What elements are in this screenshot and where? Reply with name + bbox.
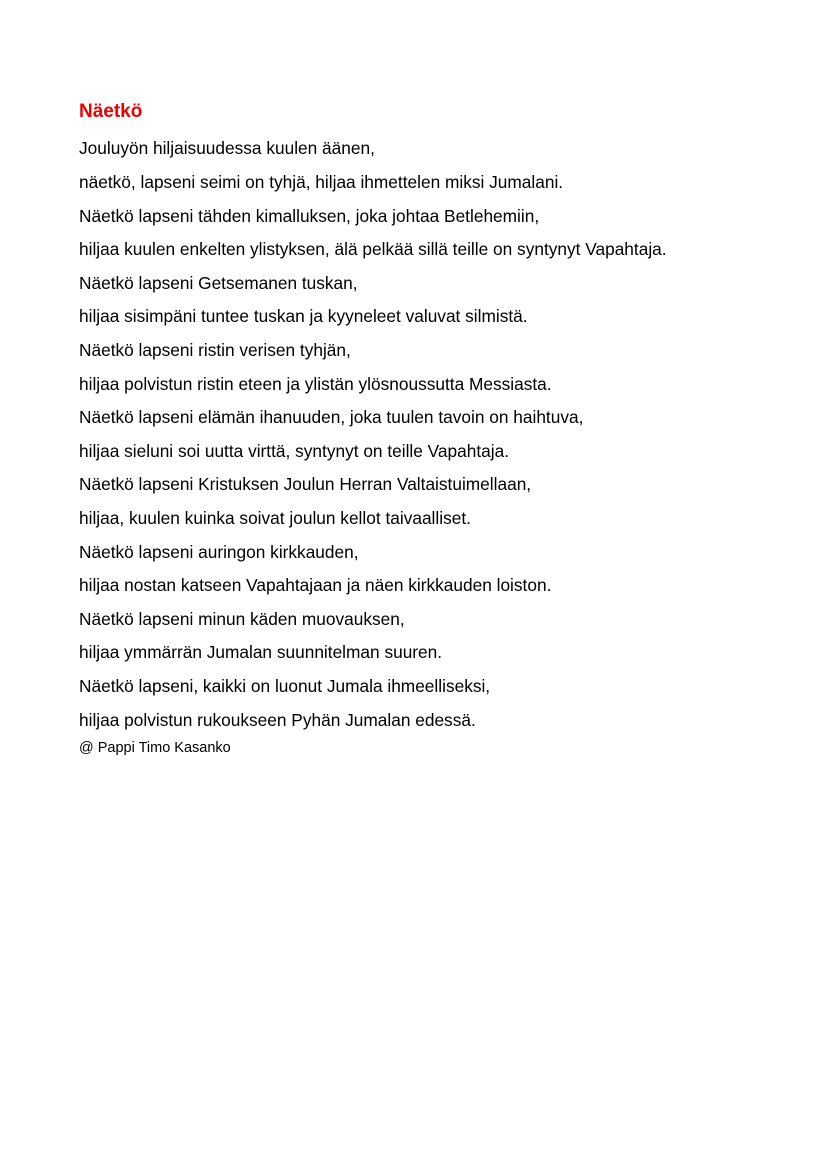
poem-title: Näetkö xyxy=(79,101,143,122)
poem-line: Näetkö lapseni minun käden muovauksen, xyxy=(79,608,405,629)
poem-line: hiljaa nostan katseen Vapahtajaan ja näen kirkkauden loiston. xyxy=(79,575,552,596)
poem-line: hiljaa polvistun rukoukseen Pyhän Jumalan edessä. xyxy=(79,709,476,730)
poem-line: hiljaa, kuulen kuinka soivat joulun kellot taivaalliset. xyxy=(79,507,471,528)
poem-line: Näetkö lapseni elämän ihanuuden, joka tuulen tavoin on haihtuva, xyxy=(79,407,584,428)
poem-line: näetkö, lapseni seimi on tyhjä, hiljaa ihmettelen miksi Jumalani. xyxy=(79,172,564,192)
poem-line: Näetkö lapseni Kristuksen Joulun Herran Valtaistuimellaan, xyxy=(79,474,532,495)
document-page xyxy=(79,100,779,758)
author-signature: @ Pappi Timo Kasanko xyxy=(79,740,231,757)
poem-body xyxy=(79,136,779,737)
poem-line: hiljaa ymmärrän Jumalan suunnitelman suuren. xyxy=(79,642,443,663)
poem-line: Näetkö lapseni, kaikki on luonut Jumala ihmeelliseksi, xyxy=(79,675,491,696)
poem-line: Jouluyön hiljaisuudessa kuulen äänen, xyxy=(79,138,375,158)
poem-line: hiljaa polvistun ristin eteen ja ylistän ylösnoussutta Messiasta. xyxy=(79,373,552,394)
poem-line: hiljaa sieluni soi uutta virttä, syntynyt on teille Vapahtaja. xyxy=(79,440,510,461)
poem-line: Näetkö lapseni tähden kimalluksen, joka johtaa Betlehemiin, xyxy=(79,205,540,226)
poem-line: hiljaa kuulen enkelten ylistyksen, älä pelkää sillä teille on syntynyt Vapahtaja. xyxy=(79,239,667,260)
poem-line: Näetkö lapseni auringon kirkkauden, xyxy=(79,541,359,562)
poem-line: Näetkö lapseni ristin verisen tyhjän, xyxy=(79,339,351,360)
poem-line: hiljaa sisimpäni tuntee tuskan ja kyyneleet valuvat silmistä. xyxy=(79,306,528,327)
poem-line: Näetkö lapseni Getsemanen tuskan, xyxy=(79,272,358,293)
